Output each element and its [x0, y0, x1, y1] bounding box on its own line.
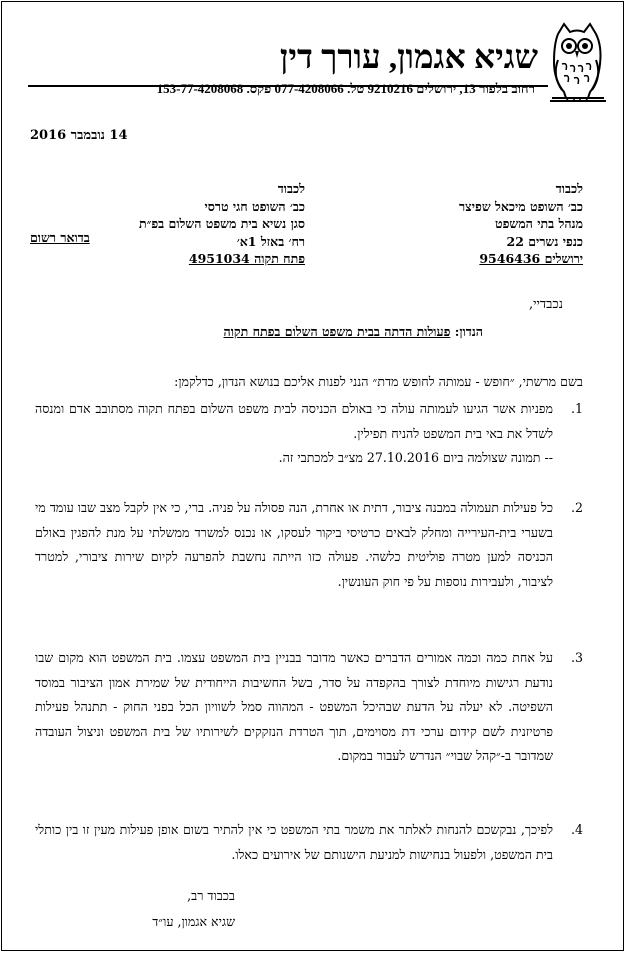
recipient-right-line: מנהל בתי המשפט — [495, 216, 583, 231]
subject-label: הנדון: — [454, 324, 483, 339]
recipient-right-line: לכבוד — [555, 181, 583, 196]
recipient-right-line: כנפי נשרים 22 — [506, 233, 583, 249]
recipient-left-line: סגן נשיא בית משפט השלום בפ״ת — [138, 216, 305, 231]
firm-title: שגיא אגמון, עורך דין — [279, 40, 538, 76]
paragraph-number: 2. — [570, 500, 583, 515]
paragraph-text: כל פעילות תעמולה במבנה ציבור, דתית או אחרת, הנה פסולה על פניה. ברי, כי אין לקבל מצב שבו עומד מי בשערי בית-העירייה ומחלק לבאים כרטיסי ביקור לעסקו, או נכנס למשרד ממשלתי על מנת להפגין באולם הכניסה למען מטרה פוליטית כלשהי. פעולה כזו הייתה נחשבת להפרעה לקיום שירות ציבורי, למטרד לציבור, ולעבירות נוספות על פי חוק העונשין. — [35, 500, 553, 589]
recipient-right — [459, 180, 583, 268]
paragraph-2 — [35, 496, 583, 594]
paragraph-3 — [35, 646, 583, 769]
signer-name: שגיא אגמון, עו״ד — [152, 914, 235, 929]
recipient-right-line: כב׳ השופט מיכאל שפיצר — [459, 198, 583, 214]
intro-paragraph: בשם מרשתי, ״חופש - עמותה לחופש מדת״ הנני לפנות אליכם בנושא הנדון, כדלקמן: — [174, 374, 583, 389]
paragraph-text: לפיכך, נבקשכם להנחות לאלתר את משמר בתי המשפט כי אין להתיר בשום אופן פעילות מעין זו בין כותלי בית המשפט, ולפעול בנחישות למניעת הישנותם של אירועים כאלו. — [35, 822, 553, 862]
recipient-left-city: פתח תקוה 4951034 — [188, 251, 305, 266]
paragraph-text: מפניות אשר הגיעו לעמותה עולה כי באולם הכניסה לבית משפט השלום בפתח תקוה מסתובב אדם ומנסה לשדל את באי בית המשפט להניח תפילין. — [35, 401, 553, 441]
paragraph-number: 3. — [570, 650, 583, 665]
registered-mail-label: בדואר רשום — [30, 230, 90, 245]
paragraph-1 — [35, 397, 583, 471]
paragraph-number: 1. — [570, 401, 583, 416]
paragraph-text: על אחת כמה וכמה אמורים הדברים כאשר מדובר בבניין בית המשפט עצמו. בית המשפט הוא מקום שבו נודעת רגישות מיוחדת לצורך בהקפדה על סדר, בשל החשיבות הייחודית של שמירת אמון הציבור במוסד השפיטה. לא יעלה על הדעת שבהיכל המשפט - המהווה סמל לשוויון הכל בפני החוק - תתנהל פעילות פרטיזנית לשם קידום ערכי דת מסוימים, תוך הטרדת הנזקקים לשירותיו של בית המשפט וניצול העובדה שמדובר ב-״קהל שבוי״ הנדרש לעבור במקום. — [35, 650, 553, 763]
closing: בכבוד רב, — [187, 888, 235, 903]
recipient-left-line: רח׳ באזל 1א׳ — [236, 233, 305, 249]
paragraph-number: 4. — [570, 822, 583, 837]
paragraph-4 — [35, 818, 583, 867]
owl-logo-icon — [548, 20, 606, 102]
recipient-right-city: ירושלים 9546436 — [479, 251, 583, 266]
subject-text: פעולות הדתה בבית משפט השלום בפתח תקוה — [223, 324, 451, 339]
paragraph-note: -- תמונה שצולמה ביום 27.10.2016 מצ״ב למכתבי זה. — [278, 450, 553, 465]
letter-date: 14 נובמבר 2016 — [30, 128, 128, 143]
contact-line: רחוב בלפור 13, ירושלים 9210216 טל. 077-4208066 פקס. 153-77-4208068 — [156, 81, 535, 96]
recipient-left-line: לכבוד — [277, 181, 305, 196]
recipient-left — [139, 180, 305, 268]
salutation: נכבדיי, — [528, 297, 563, 312]
recipient-left-line: כב׳ השופט חגי טרסי — [204, 198, 305, 214]
subject-line — [224, 324, 483, 340]
